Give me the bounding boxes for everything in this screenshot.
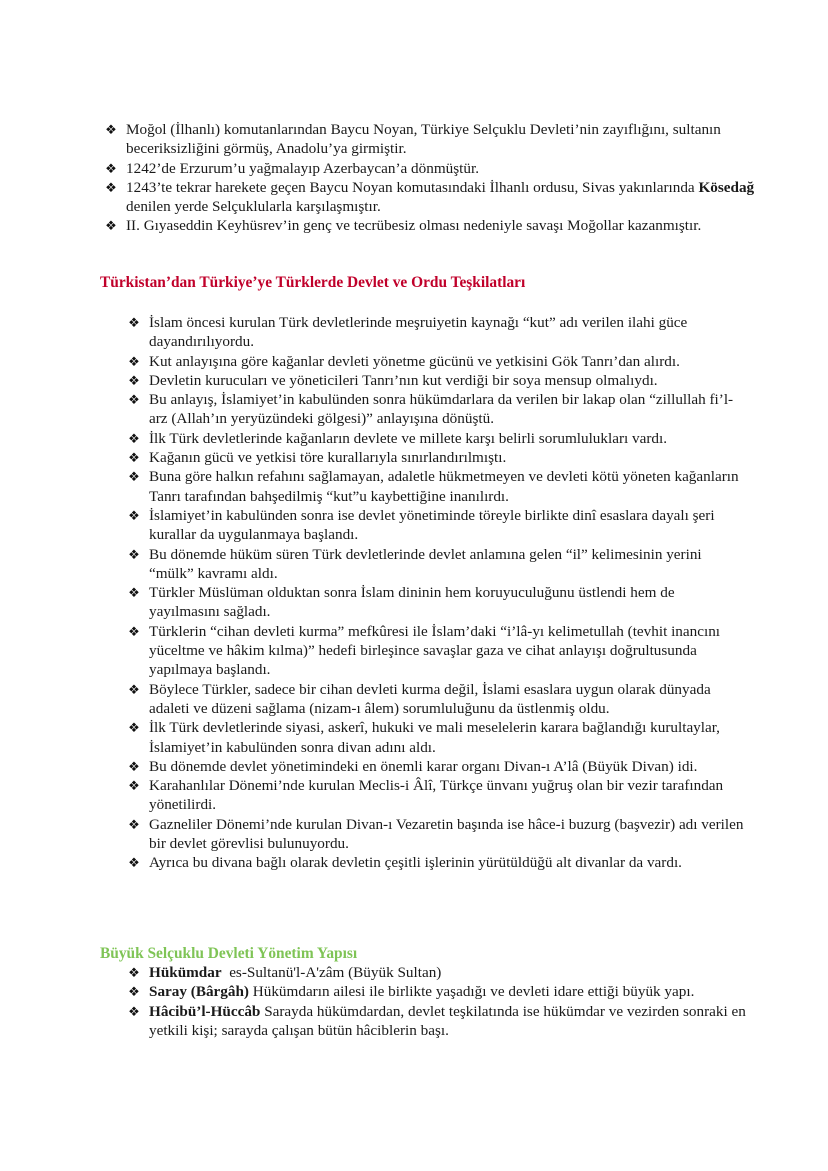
diamond-bullet-icon: ❖	[128, 1003, 140, 1019]
list-item: ❖ Karahanlılar Dönemi’nde kurulan Meclis-i Âlî, Türkçe ünvanı yuğruş olan bir vezir tarafından yönetilirdi.	[149, 776, 749, 815]
diamond-bullet-icon: ❖	[128, 720, 140, 736]
list-item: ❖ İslamiyet’in kabulünden sonra ise devlet yönetiminde töreyle birlikte dinî esaslara dayalı şeri kurallar da uygulanmaya başlandı.	[149, 506, 749, 545]
diamond-bullet-icon: ❖	[128, 430, 140, 446]
diamond-bullet-icon: ❖	[128, 546, 140, 562]
diamond-bullet-icon: ❖	[128, 507, 140, 523]
diamond-bullet-icon: ❖	[128, 469, 140, 485]
list-item: ❖ Kağanın gücü ve yetkisi töre kurallarıyla sınırlandırılmıştı.	[149, 448, 749, 467]
section-heading-selcuklu: Büyük Selçuklu Devleti Yönetim Yapısı	[100, 945, 358, 962]
list-item: ❖ İslam öncesi kurulan Türk devletlerinde meşruiyetin kaynağı “kut” adı verilen ilahi güce dayandırılıyordu.	[149, 313, 749, 352]
bold-term: Hâcibü’l-Hüccâb	[149, 1002, 261, 1020]
diamond-bullet-icon: ❖	[105, 122, 117, 137]
diamond-bullet-icon: ❖	[128, 758, 140, 774]
list-item: ❖ Buna göre halkın refahını sağlamayan, adaletle hükmetmeyen ve devleti kötü yöneten kağanların Tanrı tarafından bahşedilmiş “kut”u kaybettiğine inanılırdı.	[149, 467, 749, 506]
diamond-bullet-icon: ❖	[128, 778, 140, 794]
list-item: ❖ Bu dönemde hüküm süren Türk devletlerinde devlet anlamına gelen “il” kelimesinin yerini “mülk” kavramı aldı.	[149, 545, 749, 584]
intro-bullet-list	[105, 120, 766, 236]
bold-term: Kösedağ	[698, 178, 755, 196]
diamond-bullet-icon: ❖	[128, 681, 140, 697]
diamond-bullet-icon: ❖	[128, 353, 140, 369]
diamond-bullet-icon: ❖	[105, 160, 117, 176]
list-item: ❖ Türklerin “cihan devleti kurma” mefkûresi ile İslam’daki “i’lâ-yı kelimetullah (tevhit inancını yüceltme ve hâkim kılma)” hedefi birleşince savaşlar gaza ve cihat anlayışı doğrultusunda yapılmaya başlandı.	[149, 622, 749, 680]
list-item: ❖ Kut anlayışına göre kağanlar devleti yönetme gücünü ve yetkisini Gök Tanrı’dan alırdı.	[149, 352, 749, 371]
diamond-bullet-icon: ❖	[105, 179, 117, 195]
list-item: ❖ Devletin kurucuları ve yöneticileri Tanrı’nın kut verdiği bir soya mensup olmalıydı.	[149, 371, 749, 390]
diamond-bullet-icon: ❖	[128, 372, 140, 388]
list-item: ❖ Bu dönemde devlet yönetimindeki en önemli karar organı Divan-ı A’lâ (Büyük Divan) idi.	[149, 757, 749, 776]
list-item: ❖ Bu anlayış, İslamiyet’in kabulünden sonra hükümdarlara da verilen bir lakap olan “zillullah fi’l-arz (Allah’ın yeryüzündeki gölgesi)” anlayışına dönüştü.	[149, 390, 749, 429]
selcuklu-bullet-list	[128, 963, 749, 1040]
list-item: ❖ Böylece Türkler, sadece bir cihan devleti kurma değil, İslami esaslara uygun olarak dünyada adaleti ve düzeni sağlama (nizam-ı âlem) sorumluluğunu da üstlenmiş oldu.	[149, 680, 749, 719]
bold-term: Saray (Bârgâh)	[149, 983, 249, 1001]
list-item: ❖ 1243’te tekrar harekete geçen Baycu Noyan komutasındaki İlhanlı ordusu, Sivas yakınlarında Kösedağ denilen yerde Selçuklularla karşılaşmıştır.	[126, 178, 766, 217]
turkistan-bullet-list	[128, 313, 749, 873]
diamond-bullet-icon: ❖	[128, 623, 140, 639]
diamond-bullet-icon: ❖	[128, 585, 140, 601]
bold-term: Hükümdar	[149, 964, 222, 981]
section-heading-turkistan: Türkistan’dan Türkiye’ye Türklerde Devlet ve Ordu Teşkilatları	[100, 274, 526, 291]
diamond-bullet-icon: ❖	[128, 315, 140, 330]
list-item: ❖ İlk Türk devletlerinde siyasi, askerî, hukuki ve mali meselelerin karara bağlandığı kurultaylar, İslamiyet’in kabulünden sonra divan adını aldı.	[149, 718, 749, 757]
list-item: ❖ II. Gıyaseddin Keyhüsrev’in genç ve tecrübesiz olması nedeniyle savaşı Moğollar kazanmıştır.	[126, 216, 766, 235]
list-item: ❖ Moğol (İlhanlı) komutanlarından Baycu Noyan, Türkiye Selçuklu Devleti’nin zayıflığını, sultanın beceriksizliğini görmüş, Anadolu’ya girmiştir.	[126, 120, 766, 159]
diamond-bullet-icon: ❖	[128, 855, 140, 871]
diamond-bullet-icon: ❖	[128, 965, 140, 980]
list-item: ❖ Saray (Bârgâh) Hükümdarın ailesi ile birlikte yaşadığı ve devleti idare ettiği büyük yapı.	[149, 982, 749, 1001]
list-item: ❖ Hâcibü’l-Hüccâb Sarayda hükümdardan, devlet teşkilatında ise hükümdar ve vezirden sonraki en yetkili kişi; sarayda çalışan bütün hâciblerin başı.	[149, 1002, 749, 1041]
list-item: ❖ Türkler Müslüman olduktan sonra İslam dininin hem koruyuculuğunu üstlendi hem de yayılmasını sağladı.	[149, 583, 749, 622]
diamond-bullet-icon: ❖	[128, 450, 140, 466]
list-item: ❖ Hükümdar es-Sultanü'l-A'zâm (Büyük Sultan)	[149, 963, 749, 982]
diamond-bullet-icon: ❖	[128, 984, 140, 1000]
diamond-bullet-icon: ❖	[105, 218, 117, 234]
diamond-bullet-icon: ❖	[128, 392, 140, 408]
list-item: ❖ Ayrıca bu divana bağlı olarak devletin çeşitli işlerinin yürütüldüğü alt divanlar da vardı.	[149, 853, 749, 872]
list-item: ❖ İlk Türk devletlerinde kağanların devlete ve millete karşı belirli sorumlulukları vardı.	[149, 429, 749, 448]
diamond-bullet-icon: ❖	[128, 816, 140, 832]
list-item: ❖ Gazneliler Dönemi’nde kurulan Divan-ı Vezaretin başında ise hâce-i buzurg (başvezir) adı verilen bir devlet görevlisi bulunuyordu.	[149, 815, 749, 854]
list-item: ❖ 1242’de Erzurum’u yağmalayıp Azerbaycan’a dönmüştür.	[126, 159, 766, 178]
